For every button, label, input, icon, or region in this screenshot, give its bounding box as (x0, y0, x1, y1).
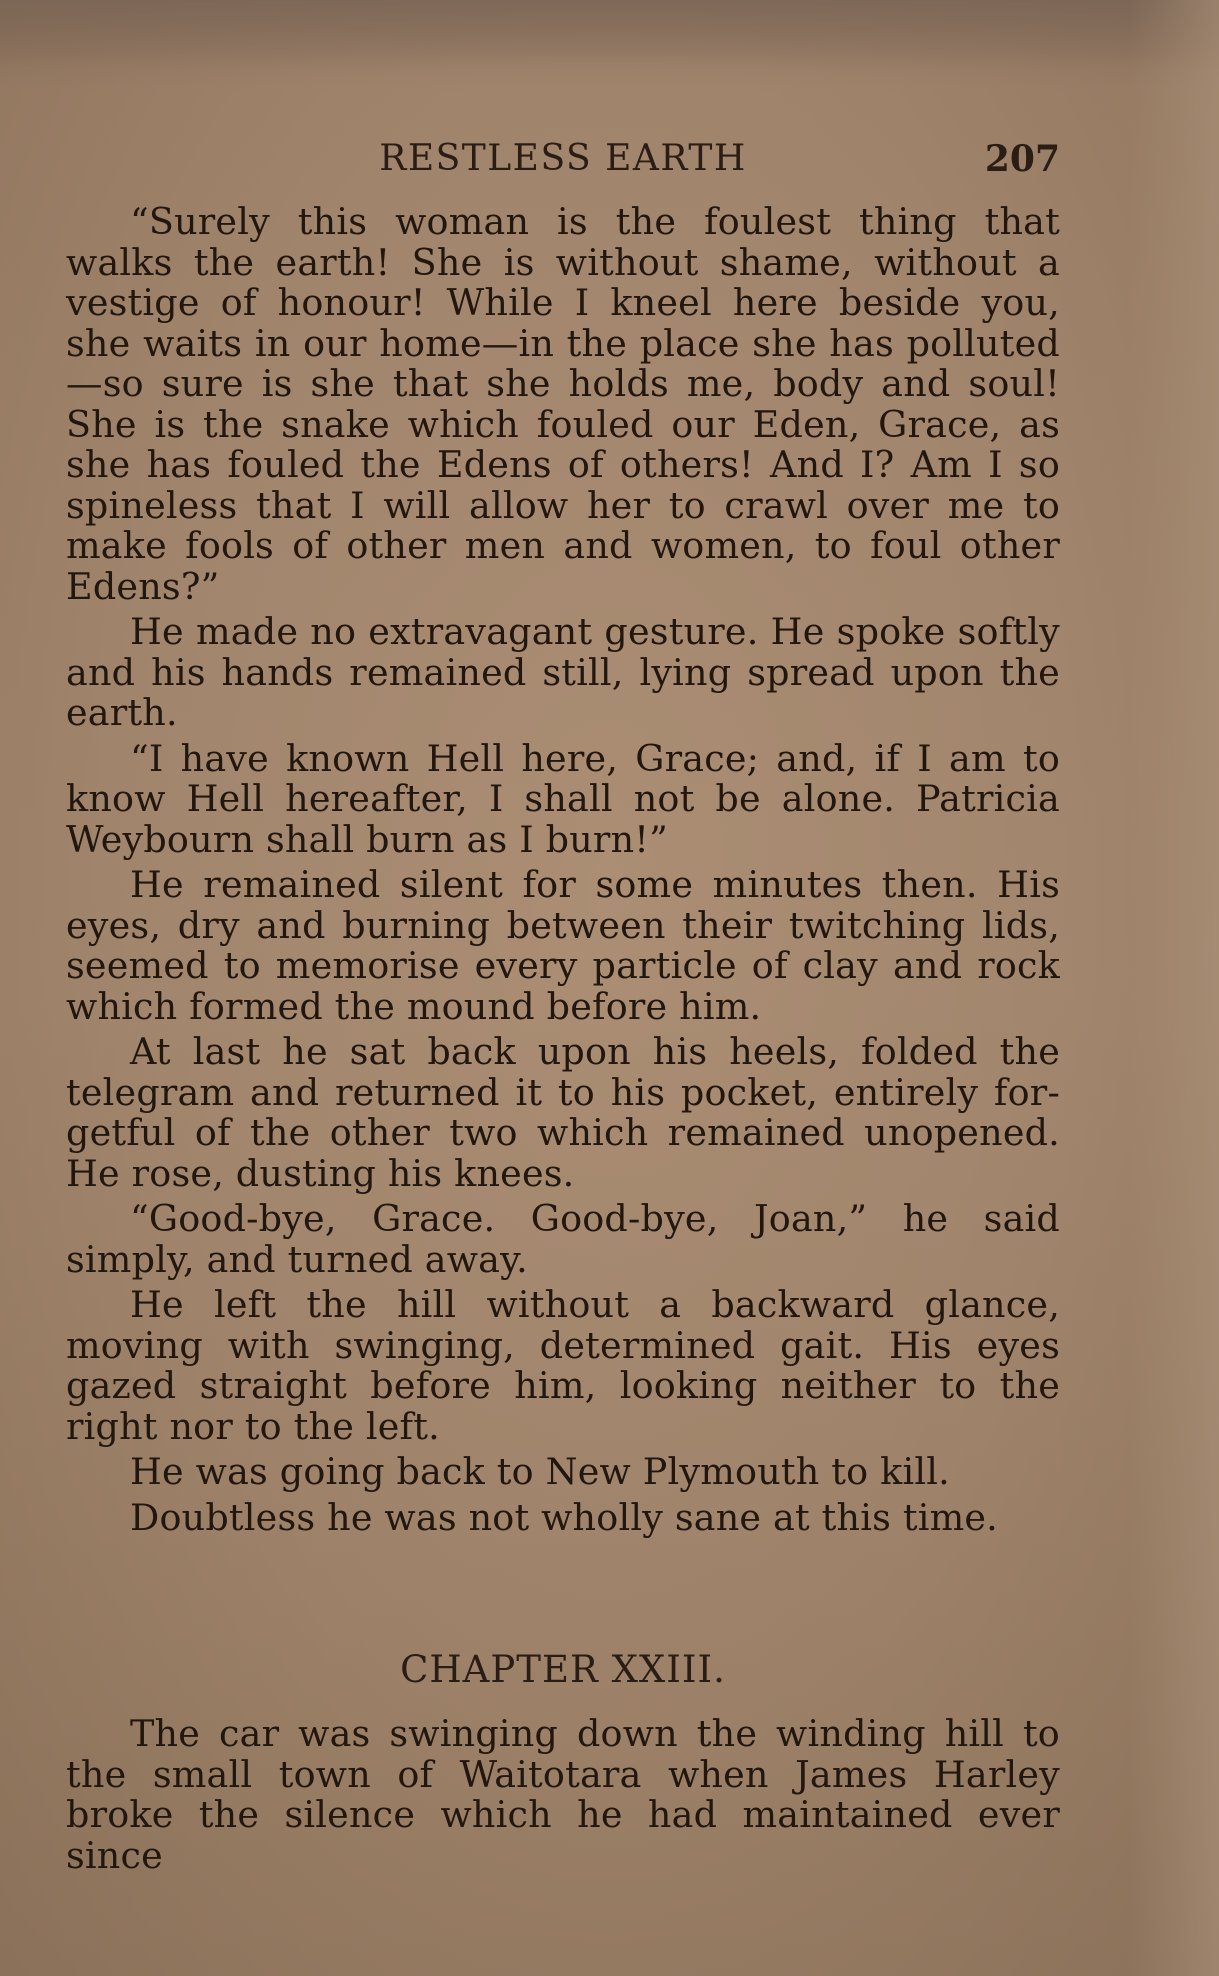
paragraph: At last he sat back upon his heels, folded the telegram and returned it to his pocket, entirely for-getful of the other two which remained unopened. He rose, dusting his knees. (66, 1030, 1060, 1195)
page-number: 207 (984, 138, 1060, 180)
running-header (66, 138, 1060, 188)
chapter-heading: CHAPTER XXIII. (400, 1648, 726, 1691)
chapter-opening-text (66, 1714, 1060, 1881)
paragraph: He remained silent for some minutes then. His eyes, dry and burning between their twitching lids, seemed to memorise every particle of clay and rock which formed the mound before him. (66, 863, 1060, 1028)
page-top-shadow (0, 0, 1219, 70)
page-right-edge (1129, 0, 1219, 1976)
paragraph: He left the hill without a backward glance, moving with swinging, determined gait. His eyes gazed straight before him, looking neither to the right nor to the left. (66, 1283, 1060, 1448)
paragraph: “Good-bye, Grace. Good-bye, Joan,” he said simply, and turned away. (66, 1197, 1060, 1281)
body-text (66, 202, 1060, 1543)
paragraph: He made no extravagant gesture. He spoke softly and his hands remained still, lying spread upon the earth. (66, 610, 1060, 734)
paragraph: “Surely this woman is the foulest thing that walks the earth! She is without shame, without a vestige of honour! While I kneel here beside you, she waits in our home—in the place she has polluted—so sure is she that she holds me, body and soul! She is the snake which fouled our Eden, Grace, as she has fouled the Edens of others! And I? Am I so spineless that I will allow her to crawl over me to make fools of other men and women, to foul other Edens?” (66, 200, 1060, 608)
paragraph: “I have known Hell here, Grace; and, if I am to know Hell hereafter, I shall not be alone. Patricia Weybourn shall burn as I burn!” (66, 736, 1060, 861)
paragraph: The car was swinging down the winding hill to the small town of Waitotara when James Harley broke the silence which he had maintained ever since (66, 1712, 1060, 1877)
running-title: RESTLESS EARTH (379, 138, 747, 179)
paragraph: Doubtless he was not wholly sane at this time. (130, 1495, 998, 1539)
paragraph: He was going back to New Plymouth to kill. (130, 1450, 950, 1493)
